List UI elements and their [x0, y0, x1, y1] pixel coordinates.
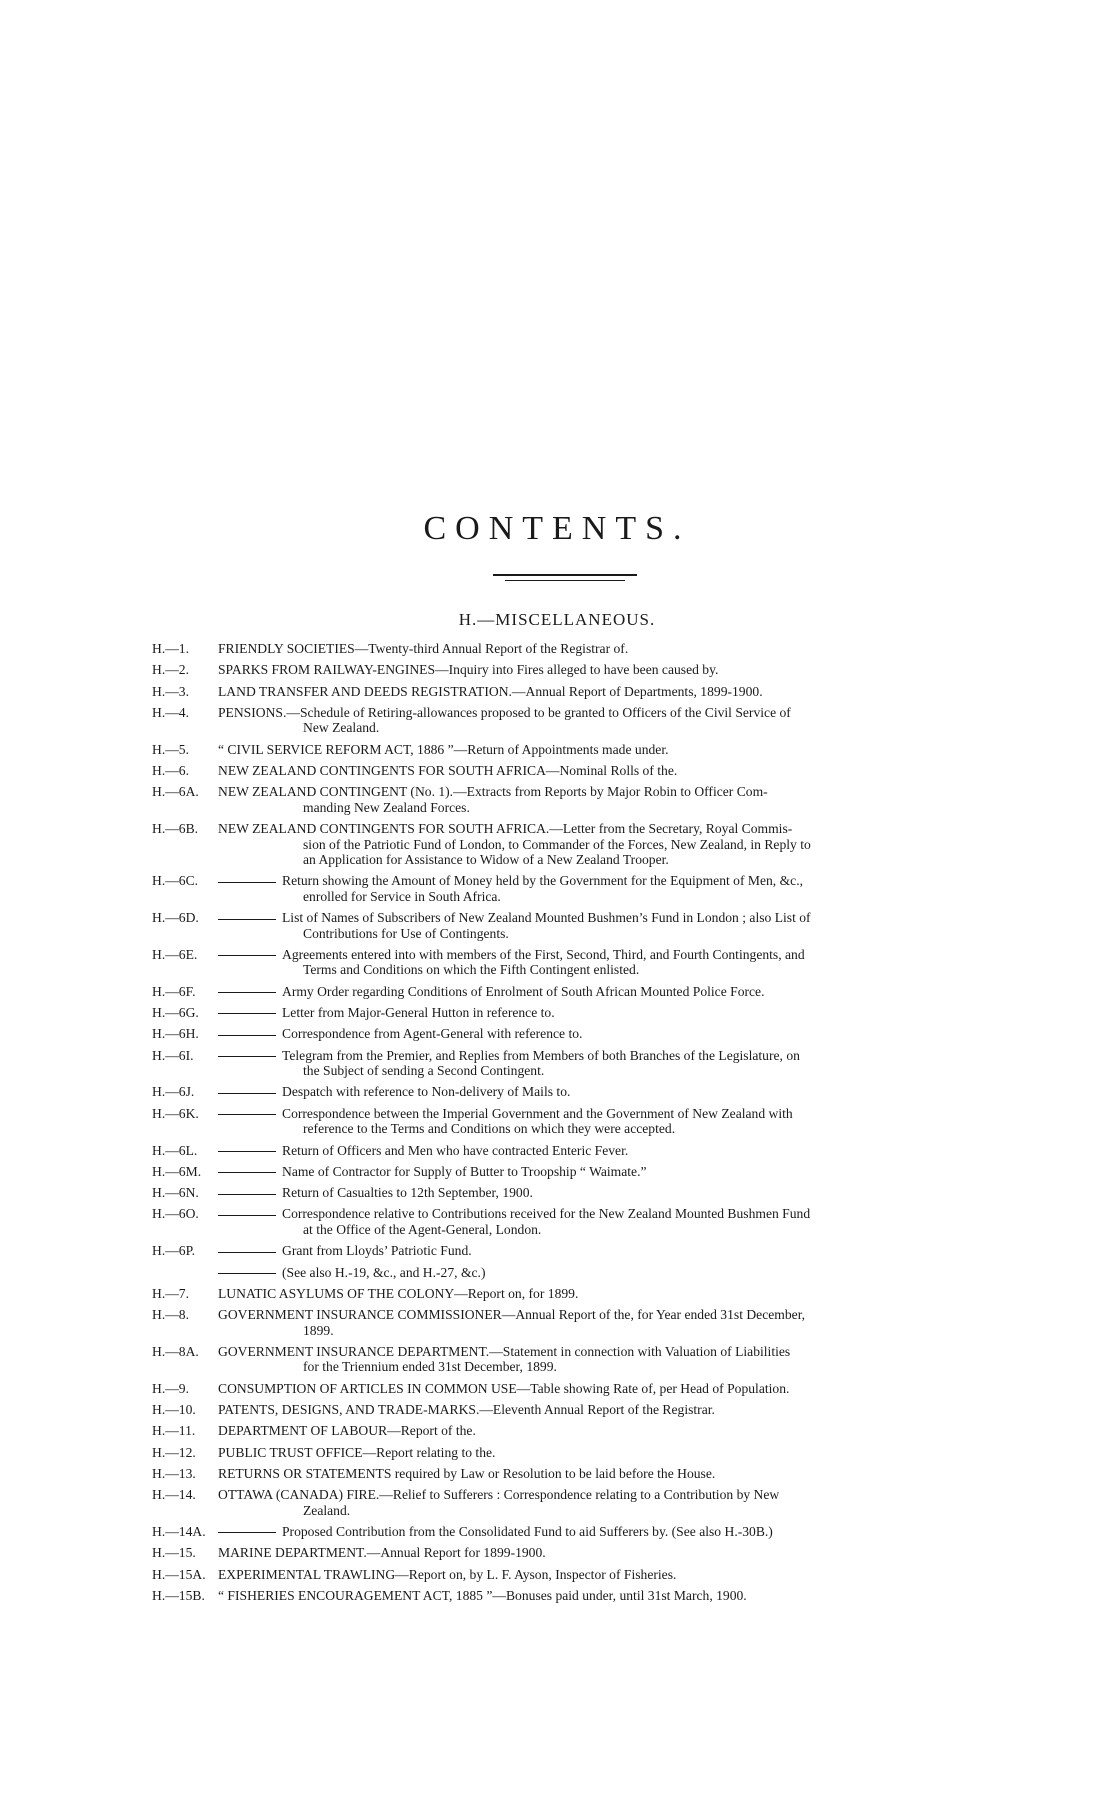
entry-line [218, 1466, 990, 1482]
contents-entry [152, 984, 990, 1000]
entry-text: “ FISHERIES ENCOURAGEMENT ACT, 1885 ”—Bonuses paid under, until 31st March, 1900. [218, 1587, 747, 1603]
entry-code: H.—8. [152, 1307, 190, 1323]
entry-description [218, 1588, 990, 1604]
entry-text: GOVERNMENT INSURANCE DEPARTMENT.—Statement in connection with Valuation of Liabilities [218, 1343, 791, 1359]
entry-code: H.—6J. [152, 1084, 195, 1100]
entry-text: Return of Casualties to 12th September, 1900. [282, 1185, 533, 1201]
contents-entry [152, 1381, 990, 1397]
entry-description [218, 1307, 990, 1338]
entry-code: H.—6N. [152, 1185, 199, 1201]
entry-text: Telegram from the Premier, and Replies from Members of both Branches of the Legislature, on [282, 1047, 800, 1063]
entry-description [218, 1344, 990, 1375]
contents-entry [152, 1048, 990, 1079]
contents-entry [152, 763, 990, 779]
entry-text: PATENTS, DESIGNS, AND TRADE-MARKS.—Eleventh Annual Report of the Registrar. [218, 1402, 715, 1418]
entry-text: LAND TRANSFER AND DEEDS REGISTRATION.—Annual Report of Departments, 1899-1900. [218, 683, 763, 699]
contents-entry [152, 873, 990, 904]
entry-code: H.—14A. [152, 1524, 206, 1539]
entry-continuation-line [218, 926, 990, 942]
entry-text: NEW ZEALAND CONTINGENTS FOR SOUTH AFRICA—Nominal Rolls of the. [218, 762, 678, 778]
entry-code: H.—6K. [152, 1105, 199, 1121]
entry-line [218, 1545, 990, 1561]
entry-text: reference to the Terms and Conditions on which they were accepted. [303, 1121, 676, 1137]
entry-code: H.—6C. [152, 873, 199, 889]
ditto-dash [218, 1194, 276, 1195]
entry-text: FRIENDLY SOCIETIES—Twenty-third Annual Report of the Registrar of. [218, 641, 629, 656]
entry-text: LUNATIC ASYLUMS OF THE COLONY—Report on, for 1899. [218, 1285, 579, 1301]
ditto-dash [218, 882, 276, 883]
contents-entry [152, 662, 990, 678]
contents-entry [152, 1005, 990, 1021]
entry-description [218, 641, 990, 657]
entry-description [218, 1381, 990, 1397]
entry-line [218, 641, 990, 657]
entry-description [218, 1445, 990, 1461]
contents-entry [152, 1106, 990, 1137]
entry-description [218, 1545, 990, 1561]
entry-text: Correspondence between the Imperial Government and the Government of New Zealand with [282, 1105, 793, 1121]
ditto-dash [218, 1273, 276, 1274]
entry-line [218, 1164, 990, 1180]
entry-code: H.—6G. [152, 1005, 199, 1021]
entry-text: Despatch with reference to Non-delivery of Mails to. [282, 1084, 571, 1100]
contents-entry [152, 1545, 990, 1561]
contents-entry [152, 684, 990, 700]
entry-text: List of Names of Subscribers of New Zealand Mounted Bushmen’s Fund in London ; also List of [282, 910, 811, 926]
ditto-dash [218, 1114, 276, 1115]
entry-line [218, 1048, 990, 1064]
entry-line [218, 1286, 990, 1302]
entry-line [218, 1487, 990, 1503]
entry-text: DEPARTMENT OF LABOUR—Report of the. [218, 1423, 476, 1439]
entry-description [218, 784, 990, 815]
contents-entry [152, 1026, 990, 1042]
entry-line [218, 821, 990, 837]
entry-text: Return of Officers and Men who have contracted Enteric Fever. [282, 1142, 629, 1158]
entry-line [218, 1265, 990, 1281]
ditto-dash [218, 919, 276, 920]
entry-line [218, 1588, 990, 1604]
entry-code: H.—6. [152, 762, 190, 778]
entry-code: H.—6L. [152, 1142, 198, 1158]
entry-code: H.—2. [152, 662, 190, 678]
entry-description [218, 1423, 990, 1439]
entry-description [218, 1567, 990, 1583]
entry-continuation-line [218, 889, 990, 905]
entry-description [218, 1106, 990, 1137]
entry-code: H.—5. [152, 741, 190, 757]
entry-text: manding New Zealand Forces. [303, 799, 470, 815]
entry-text: Contributions for Use of Contingents. [303, 925, 509, 941]
contents-entry [152, 1567, 990, 1583]
entry-line [218, 742, 990, 758]
entry-code: H.—1. [152, 641, 190, 656]
contents-entry [152, 1243, 990, 1259]
entry-text: Grant from Lloyds’ Patriotic Fund. [282, 1243, 472, 1259]
entry-line [218, 763, 990, 779]
entry-continuation-line [218, 1222, 990, 1238]
entry-code: H.—6B. [152, 821, 199, 837]
ditto-dash [218, 1252, 276, 1253]
page-title: CONTENTS. [423, 510, 691, 547]
entry-line [218, 1026, 990, 1042]
entry-code: H.—6E. [152, 946, 198, 962]
entry-line [218, 910, 990, 926]
entry-text: New Zealand. [303, 720, 380, 736]
entry-description [218, 742, 990, 758]
contents-entry [152, 1402, 990, 1418]
entry-line [218, 947, 990, 963]
entry-description [218, 1185, 990, 1201]
entry-description [218, 947, 990, 978]
title-rule-thin [505, 580, 625, 581]
entry-line [218, 662, 990, 678]
ditto-dash [218, 1215, 276, 1216]
entry-line [218, 705, 990, 721]
entry-description [218, 662, 990, 678]
entry-description [218, 1243, 990, 1259]
entry-continuation-line [218, 837, 990, 853]
entry-text: enrolled for Service in South Africa. [303, 888, 501, 904]
contents-entry [152, 1307, 990, 1338]
entry-description [218, 1402, 990, 1418]
entry-text: Agreements entered into with members of the First, Second, Third, and Fourth Contingents, and [282, 946, 805, 962]
contents-entry [152, 1286, 990, 1302]
entry-continuation-line [218, 1121, 990, 1137]
entry-code: H.—15B. [152, 1587, 205, 1603]
entry-text: (See also H.-19, &c., and H.-27, &c.) [282, 1264, 486, 1280]
entry-code: H.—10. [152, 1402, 196, 1418]
entry-text: Proposed Contribution from the Consolidated Fund to aid Sufferers by. (See also H.-30B.) [282, 1524, 773, 1539]
contents-entry [152, 1445, 990, 1461]
entry-code: H.—9. [152, 1380, 190, 1396]
entry-line [218, 1143, 990, 1159]
entry-code: H.—6D. [152, 910, 199, 926]
contents-entry [152, 1084, 990, 1100]
entry-description [218, 1466, 990, 1482]
entry-description [218, 873, 990, 904]
entry-text: RETURNS OR STATEMENTS required by Law or Resolution to be laid before the House. [218, 1465, 716, 1481]
ditto-dash [218, 1172, 276, 1173]
entry-continuation-line [218, 1323, 990, 1339]
entry-continuation-line [218, 962, 990, 978]
ditto-dash [218, 1093, 276, 1094]
entry-code: H.—6H. [152, 1026, 199, 1042]
entry-code: H.—13. [152, 1465, 196, 1481]
entry-line [218, 684, 990, 700]
entry-code: H.—15. [152, 1545, 196, 1561]
entry-continuation-line [218, 1359, 990, 1375]
entry-text: GOVERNMENT INSURANCE COMMISSIONER—Annual Report of the, for Year ended 31st December, [218, 1307, 806, 1323]
ditto-dash [218, 992, 276, 993]
entry-description [218, 910, 990, 941]
entry-code: H.—7. [152, 1285, 190, 1301]
entry-text: MARINE DEPARTMENT.—Annual Report for 1899-1900. [218, 1545, 546, 1561]
entry-description [218, 1026, 990, 1042]
contents-entry [152, 1164, 990, 1180]
entry-continuation-line [218, 800, 990, 816]
entry-text: Terms and Conditions on which the Fifth Contingent enlisted. [303, 962, 640, 978]
entry-code: H.—6M. [152, 1163, 202, 1179]
entry-code: H.—8A. [152, 1343, 199, 1359]
entry-text: NEW ZEALAND CONTINGENTS FOR SOUTH AFRICA.—Letter from the Secretary, Royal Commis- [218, 821, 793, 837]
entry-code: H.—6I. [152, 1047, 194, 1063]
entry-text: Army Order regarding Conditions of Enrolment of South African Mounted Police Force. [282, 983, 765, 999]
entry-text: an Application for Assistance to Widow of a New Zealand Trooper. [303, 852, 669, 868]
entry-description [218, 1048, 990, 1079]
contents-entry [152, 1143, 990, 1159]
contents-entry [152, 1524, 990, 1540]
entry-text: PENSIONS.—Schedule of Retiring-allowances proposed to be granted to Officers of the Civil Service of [218, 704, 791, 720]
entry-description [218, 1487, 990, 1518]
entry-description [218, 763, 990, 779]
entry-continuation-line [218, 720, 990, 736]
entry-text: Return showing the Amount of Money held by the Government for the Equipment of Men, &c., [282, 873, 804, 889]
entry-code: H.—3. [152, 683, 190, 699]
entry-continuation-line [218, 1063, 990, 1079]
contents-entry [152, 1466, 990, 1482]
entry-description [218, 684, 990, 700]
entry-line [218, 1106, 990, 1122]
section-heading: H.—MISCELLANEOUS. [458, 610, 656, 629]
entry-description [218, 1206, 990, 1237]
contents-entry [152, 910, 990, 941]
entry-code: H.—11. [152, 1423, 196, 1439]
ditto-dash [218, 955, 276, 956]
entry-line [218, 1185, 990, 1201]
entry-text: Correspondence relative to Contributions received for the New Zealand Mounted Bushmen Fund [282, 1206, 811, 1222]
entry-code: H.—12. [152, 1444, 196, 1460]
entry-code: H.—6O. [152, 1206, 199, 1222]
entry-description [218, 1084, 990, 1100]
entry-line [218, 1005, 990, 1021]
contents-entry [152, 1487, 990, 1518]
entry-line [218, 784, 990, 800]
entry-line [218, 1524, 990, 1540]
entry-text: SPARKS FROM RAILWAY-ENGINES—Inquiry into Fires alleged to have been caused by. [218, 662, 719, 678]
entry-description [218, 984, 990, 1000]
contents-entry [152, 1185, 990, 1201]
entry-text: the Subject of sending a Second Contingent. [303, 1063, 545, 1079]
entry-line [218, 1344, 990, 1360]
contents-entry [152, 641, 990, 657]
entry-description [218, 705, 990, 736]
entry-line [218, 1423, 990, 1439]
contents-entry [152, 1588, 990, 1604]
ditto-dash [218, 1056, 276, 1057]
entry-text: sion of the Patriotic Fund of London, to Commander of the Forces, New Zealand, in Reply to [303, 836, 811, 852]
entry-code: H.—4. [152, 704, 190, 720]
contents-entry [152, 784, 990, 815]
contents-entry [152, 1423, 990, 1439]
entry-line [218, 873, 990, 889]
contents-entry [152, 742, 990, 758]
contents-entry [152, 1206, 990, 1237]
contents-entry [152, 705, 990, 736]
entry-continuation-line [218, 852, 990, 868]
entry-text: Name of Contractor for Supply of Butter to Troopship “ Waimate.” [282, 1163, 647, 1179]
ditto-dash [218, 1151, 276, 1152]
contents-list [152, 641, 990, 1609]
contents-entry [152, 821, 990, 868]
entry-text: OTTAWA (CANADA) FIRE.—Relief to Sufferers : Correspondence relating to a Contribution by New [218, 1487, 780, 1503]
entry-text: PUBLIC TRUST OFFICE—Report relating to the. [218, 1444, 496, 1460]
entry-code: H.—6P. [152, 1243, 196, 1259]
entry-line [218, 1243, 990, 1259]
entry-line [218, 1445, 990, 1461]
entry-code [152, 1265, 218, 1281]
entry-description [218, 1524, 990, 1540]
ditto-dash [218, 1532, 276, 1533]
contents-entry [152, 947, 990, 978]
entry-code: H.—6A. [152, 784, 199, 800]
entry-text: 1899. [303, 1322, 334, 1338]
entry-text: Zealand. [303, 1502, 351, 1518]
entry-text: at the Office of the Agent-General, London. [303, 1221, 542, 1237]
entry-text: Letter from Major-General Hutton in reference to. [282, 1005, 555, 1021]
contents-entry [152, 1265, 990, 1281]
entry-code: H.—14. [152, 1487, 196, 1503]
entry-code: H.—6F. [152, 983, 196, 999]
entry-description [218, 1265, 990, 1281]
entry-text: for the Triennium ended 31st December, 1899. [303, 1359, 557, 1375]
entry-continuation-line [218, 1503, 990, 1519]
entry-line [218, 1567, 990, 1583]
entry-code: H.—15A. [152, 1566, 206, 1582]
entry-description [218, 1286, 990, 1302]
contents-entry [152, 1344, 990, 1375]
entry-description [218, 1164, 990, 1180]
entry-line [218, 1084, 990, 1100]
entry-text: NEW ZEALAND CONTINGENT (No. 1).—Extracts from Reports by Major Robin to Officer Com- [218, 784, 768, 800]
ditto-dash [218, 1013, 276, 1014]
entry-text: “ CIVIL SERVICE REFORM ACT, 1886 ”—Return of Appointments made under. [218, 741, 669, 757]
entry-description [218, 1143, 990, 1159]
entry-line [218, 1307, 990, 1323]
entry-description [218, 1005, 990, 1021]
entry-line [218, 1402, 990, 1418]
entry-line [218, 1381, 990, 1397]
entry-line [218, 1206, 990, 1222]
entry-text: CONSUMPTION OF ARTICLES IN COMMON USE—Table showing Rate of, per Head of Population. [218, 1380, 790, 1396]
entry-description [218, 821, 990, 868]
entry-line [218, 984, 990, 1000]
ditto-dash [218, 1035, 276, 1036]
entry-text: Correspondence from Agent-General with reference to. [282, 1026, 583, 1042]
entry-text: EXPERIMENTAL TRAWLING—Report on, by L. F. Ayson, Inspector of Fisheries. [218, 1566, 677, 1582]
title-rule-thick [493, 574, 637, 576]
